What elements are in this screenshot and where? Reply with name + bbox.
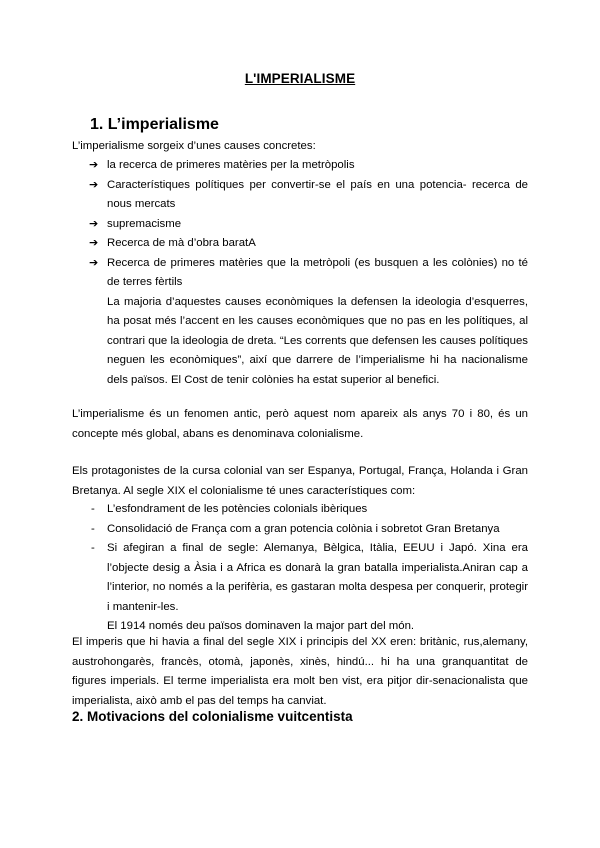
characteristics-note-text: El 1914 només deu països dominaven la major part del món. bbox=[107, 620, 415, 632]
right-arrow-icon: ➔ bbox=[89, 217, 99, 230]
section-1-heading: 1. L’imperialisme bbox=[90, 116, 219, 133]
list-item bbox=[72, 156, 528, 176]
causes-list bbox=[72, 156, 528, 390]
characteristic-text: Consolidació de França com a gran potencia colònia i sobretot Gran Bretanya bbox=[107, 522, 500, 535]
paragraph-empires: El imperis que hi havia a final del segle XIX i principis del XX eren: britànic, rus,alemany, austrohongarès, francès, otomà, japonès, xinès, hindú... hi ha una granquantitat de figures imperials. El terme imperialista era molt ben vist, era pitjor dir-senacionalista que imperialista, això amb el pas del temps ha canviat. bbox=[72, 636, 528, 707]
right-arrow-icon: ➔ bbox=[89, 178, 99, 191]
list-item bbox=[72, 254, 528, 293]
causes-note bbox=[72, 293, 528, 391]
document-title: L'IMPERIALISME bbox=[244, 71, 356, 86]
dash-bullet: - bbox=[91, 542, 95, 554]
paragraph-protagonists: Els protagonistes de la cursa colonial van ser Espanya, Portugal, França, Holanda i Gran Bretanya. Al segle XIX el colonialisme té unes característiques com: bbox=[72, 465, 528, 497]
characteristic-text: Si afegiran a final de segle: Alemanya, Bèlgica, Itàlia, EEUU i Japó. Xina era l’objecte desig a Àsia i a Africa es donarà la gran batalla imperialista.Aniran cap a l’interior, no només a la perifèria, es gastaran molta despesa per conquerir, protegir i mantenir-les. bbox=[107, 542, 528, 613]
section-2-heading: 2. Motivacions del colonialisme vuitcentista bbox=[72, 709, 353, 724]
list-item bbox=[72, 539, 528, 617]
cause-text: Recerca de primeres matèries que la metròpoli (es busquen a les colònies) no té de terres fèrtils bbox=[107, 256, 528, 288]
cause-text: Recerca de mà d’obra baratA bbox=[107, 237, 256, 249]
causes-note-text: La majoria d’aquestes causes econòmiques la defensen la ideologia d’esquerres, ha posat més l’accent en les causes econòmiques que no pas en les polítiques, al contrari que la ideologia de dreta. “Les corrents que defensen les causes polítiques neguen les econòmiques”, així que darrere de l’imperialisme hi ha nacionalisme dels països. El Cost de tenir colònies ha estat superior al benefici. bbox=[107, 295, 528, 386]
dash-bullet: - bbox=[91, 522, 95, 535]
right-arrow-icon: ➔ bbox=[89, 159, 99, 171]
list-item bbox=[72, 500, 528, 520]
paragraph-antiquity: L’imperialisme és un fenomen antic, però aquest nom apareix als anys 70 i 80, és un concepte més global, abans es denominava colonialisme. bbox=[72, 408, 528, 440]
section-1-intro: L’imperialisme sorgeix d’unes causes concretes: bbox=[72, 140, 316, 152]
characteristics-list bbox=[72, 500, 528, 637]
cause-text: la recerca de primeres matèries per la metròpolis bbox=[107, 159, 355, 171]
list-item bbox=[72, 176, 528, 215]
list-item bbox=[72, 215, 528, 235]
characteristic-text: L’esfondrament de les potències colonials ibèriques bbox=[107, 503, 368, 515]
list-item bbox=[72, 234, 528, 254]
right-arrow-icon: ➔ bbox=[89, 256, 99, 269]
right-arrow-icon: ➔ bbox=[89, 237, 99, 249]
list-item bbox=[72, 520, 528, 540]
cause-text: Característiques polítiques per convertir-se el país en una potencia- recerca de nous mercats bbox=[107, 178, 528, 210]
cause-text: supremacisme bbox=[107, 217, 182, 230]
dash-bullet: - bbox=[91, 503, 95, 515]
